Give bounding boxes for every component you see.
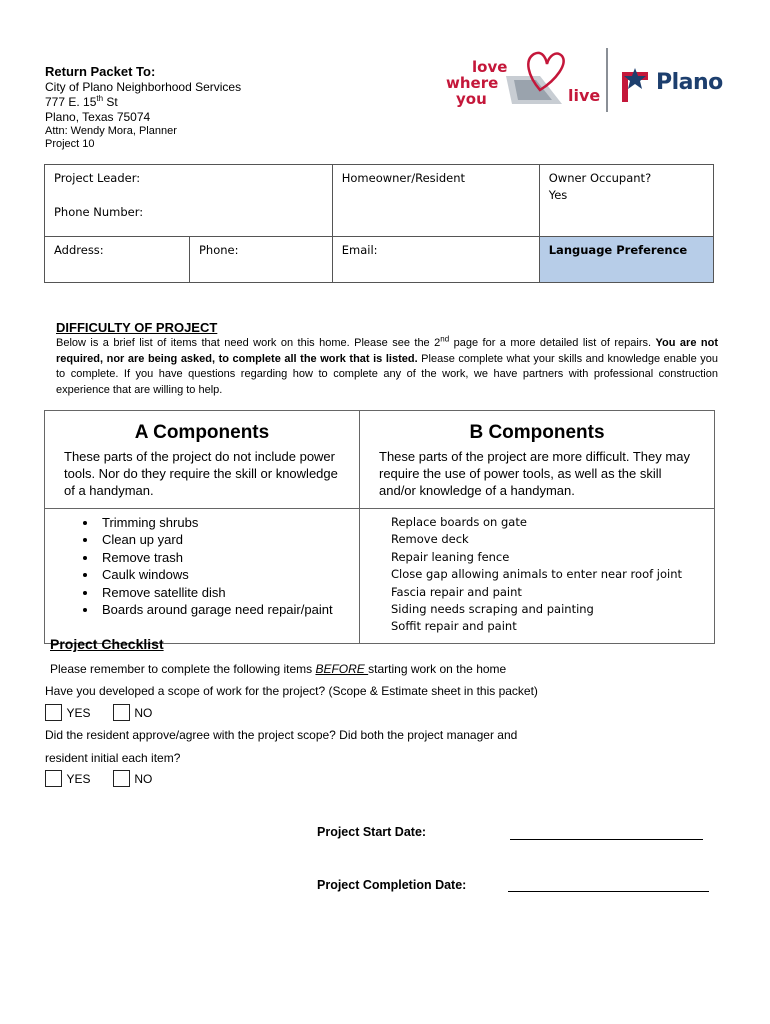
plano-star-icon [620, 68, 652, 104]
project-completion-date-label: Project Completion Date: [317, 878, 467, 892]
question-resident-approval: Did the resident approve/agree with the project scope? Did both the project manager and [45, 728, 518, 742]
q1-yes-checkbox[interactable] [45, 704, 62, 721]
love-where-you-live-logo [444, 46, 601, 116]
street-address: 777 E. 15th St [45, 94, 118, 109]
homeowner-label: Homeowner/Resident [341, 171, 466, 185]
checklist-title: Project Checklist [50, 636, 164, 652]
list-item: Soffit repair and paint [391, 619, 517, 634]
difficulty-title: DIFFICULTY OF PROJECT [56, 320, 218, 335]
plano-logo-text: Plano [656, 70, 723, 95]
org-name: City of Plano Neighborhood Services [45, 80, 242, 94]
logo-divider [606, 48, 608, 112]
phone-number-label: Phone Number: [54, 205, 144, 219]
owner-occupant-cell[interactable] [539, 165, 713, 237]
a-components-list [46, 510, 358, 624]
list-item: Replace boards on gate [391, 515, 527, 529]
a-components-list-cell [45, 509, 360, 644]
address-label: Address: [54, 243, 104, 257]
list-item: • Caulk windows [98, 566, 358, 583]
project-leader-label: Project Leader: [54, 171, 141, 185]
logos [444, 46, 724, 116]
homeowner-cell[interactable] [332, 165, 539, 237]
not-required-notice: You are not required, nor are being asked, to complete all the work that is listed. [56, 337, 718, 365]
b-components-list [361, 510, 713, 642]
list-item: Remove deck [391, 532, 469, 547]
phone-label: Phone: [199, 243, 239, 257]
city-state-zip: Plano, Texas 75074 [45, 110, 151, 124]
list-item: Siding needs scraping and painting [391, 602, 594, 617]
language-preference-cell[interactable] [539, 237, 713, 283]
q2-no-checkbox[interactable] [113, 770, 130, 787]
logo-live-text: live [568, 86, 601, 105]
a-components-title: A Components [134, 422, 270, 443]
q2-no-label: NO [134, 771, 153, 786]
project-start-date-field[interactable] [510, 838, 703, 840]
q1-yes-label: YES [66, 705, 91, 720]
list-item: • Trimming shrubs [98, 514, 358, 531]
logo-love-text: love [472, 58, 508, 76]
project-completion-date-field[interactable] [508, 890, 709, 892]
b-components-header [360, 411, 715, 509]
email-cell[interactable] [332, 237, 539, 283]
q1-options [45, 704, 152, 722]
q1-no-checkbox[interactable] [113, 704, 130, 721]
logo-you-text: you [456, 90, 487, 108]
list-item: • Boards around garage need repair/paint [98, 601, 358, 618]
question-resident-approval-cont: resident initial each item? [45, 751, 181, 765]
components-table [44, 410, 715, 644]
address-cell[interactable] [45, 237, 190, 283]
list-item: • Remove satellite dish [98, 584, 358, 601]
a-components-header [45, 411, 360, 509]
attn-line: Attn: Wendy Mora, Planner [45, 125, 177, 137]
owner-occupant-value: Yes [548, 188, 568, 202]
language-preference-label: Language Preference [548, 243, 688, 257]
owner-occupant-label: Owner Occupant? [548, 171, 652, 185]
b-components-description: These parts of the project are more difficult. They may require the use of power tools, as well as the skill and/or knowledge of a handyman. [379, 449, 690, 498]
question-scope-of-work: Have you developed a scope of work for the project? (Scope & Estimate sheet in this packet) [45, 684, 538, 698]
return-packet-title: Return Packet To: [45, 64, 156, 79]
q2-yes-checkbox[interactable] [45, 770, 62, 787]
q2-options [45, 770, 152, 788]
b-components-list-cell [360, 509, 715, 644]
q1-no-label: NO [134, 705, 153, 720]
list-item: • Remove trash [98, 549, 358, 566]
project-leader-cell[interactable] [45, 165, 333, 237]
logo-where-text: where [446, 74, 499, 92]
project-start-date-label: Project Start Date: [317, 825, 427, 839]
q2-yes-label: YES [66, 771, 91, 786]
phone-cell[interactable] [190, 237, 333, 283]
b-components-title: B Components [469, 422, 605, 443]
difficulty-description: Below is a brief list of items that need work on this home. Please see the 2nd page for a more detailed list of repairs. You are not required, nor are being asked, to complete all the work that is listed. Please complete what your skills and knowledge enable you to complete. If you have questions regarding how to complete any of the work, we have partners with professional construction experience that are willing to help. [56, 334, 718, 396]
project-info-table [44, 164, 714, 283]
list-item: Close gap allowing animals to enter near roof joint [391, 567, 683, 582]
checklist-reminder: Please remember to complete the following items BEFORE starting work on the home [50, 662, 507, 676]
a-components-description: These parts of the project do not include power tools. Nor do they require the skill or knowledge of a handyman. [64, 449, 338, 498]
list-item: Fascia repair and paint [391, 584, 522, 599]
project-number: Project 10 [45, 138, 95, 150]
list-item: Repair leaning fence [391, 549, 510, 564]
email-label: Email: [341, 243, 378, 257]
list-item: • Clean up yard [98, 531, 358, 548]
